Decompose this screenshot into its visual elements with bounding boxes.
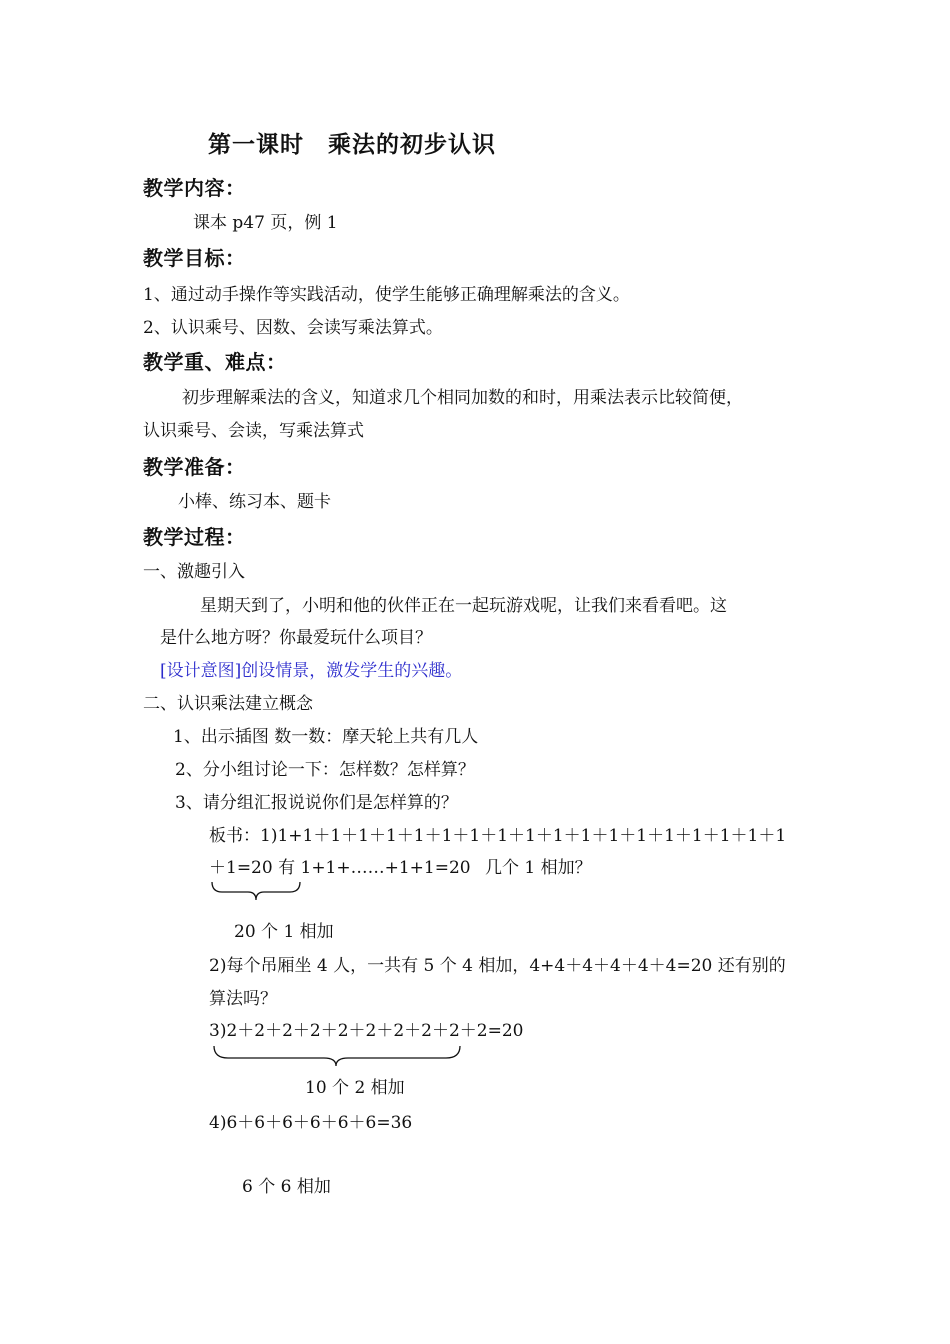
- part2-step-1: 1、出示插图 数一数：摩天轮上共有几人: [173, 727, 479, 747]
- goals-heading: 教学目标：: [143, 246, 246, 270]
- part2-title: 二、认识乘法建立概念: [143, 694, 313, 714]
- part1-line-2: 是什么地方呀？你最爱玩什么项目？: [160, 628, 432, 648]
- board-item-2-line-2: 算法吗？: [209, 989, 277, 1009]
- brace-1-label: 20 个 1 相加: [234, 922, 334, 942]
- design-note: [设计意图]创设情景，激发学生的兴趣。: [160, 661, 463, 681]
- key-points-line-1: 初步理解乘法的含义，知道求几个相同加数的和时，用乘法表示比较简便，: [182, 388, 743, 408]
- part2-step-3: 3、请分组汇报说说你们是怎样算的？: [175, 793, 458, 813]
- part1-title: 一、激趣引入: [143, 562, 245, 582]
- page-title: 第一课时 乘法的初步认识: [208, 132, 496, 158]
- key-points-heading: 教学重、难点：: [143, 350, 287, 374]
- board-item-2-line-1: 2)每个吊厢坐 4 人，一共有 5 个 4 相加，4+4＋4＋4＋4＋4=20 还有别的: [209, 956, 786, 976]
- part2-step-2: 2、分小组讨论一下：怎样数？怎样算？: [175, 760, 475, 780]
- key-points-line-2: 认识乘号、会读，写乘法算式: [143, 421, 364, 441]
- board-line-1: 板书：1)1+1＋1＋1＋1＋1＋1＋1＋1＋1＋1＋1＋1＋1＋1＋1＋1＋1＋1: [209, 826, 787, 846]
- board-item-3: 3)2＋2＋2＋2＋2＋2＋2＋2＋2＋2=20: [209, 1021, 524, 1041]
- goal-item-2: 2、认识乘号、因数、会读写乘法算式。: [143, 318, 443, 338]
- board-line-2: ＋1=20 有 1+1+……+1+1=20: [209, 858, 471, 878]
- content-heading: 教学内容：: [143, 176, 246, 200]
- brace-1: [210, 880, 302, 904]
- part1-line-1: 星期天到了，小明和他的伙伴正在一起玩游戏呢，让我们来看看吧。这: [200, 596, 727, 616]
- content-text: 课本 p47 页，例 1: [193, 213, 338, 233]
- brace-3-label: 10 个 2 相加: [305, 1078, 405, 1098]
- preparation-heading: 教学准备：: [143, 455, 246, 479]
- brace-3: [212, 1044, 464, 1070]
- goal-item-1: 1、通过动手操作等实践活动，使学生能够正确理解乘法的含义。: [143, 285, 630, 305]
- preparation-text: 小棒、练习本、题卡: [178, 492, 331, 512]
- board-question: 几个 1 相加？: [485, 858, 592, 878]
- brace-4-label: 6 个 6 相加: [242, 1177, 331, 1197]
- board-item-4: 4)6＋6＋6＋6＋6＋6=36: [209, 1113, 413, 1133]
- process-heading: 教学过程：: [143, 525, 246, 549]
